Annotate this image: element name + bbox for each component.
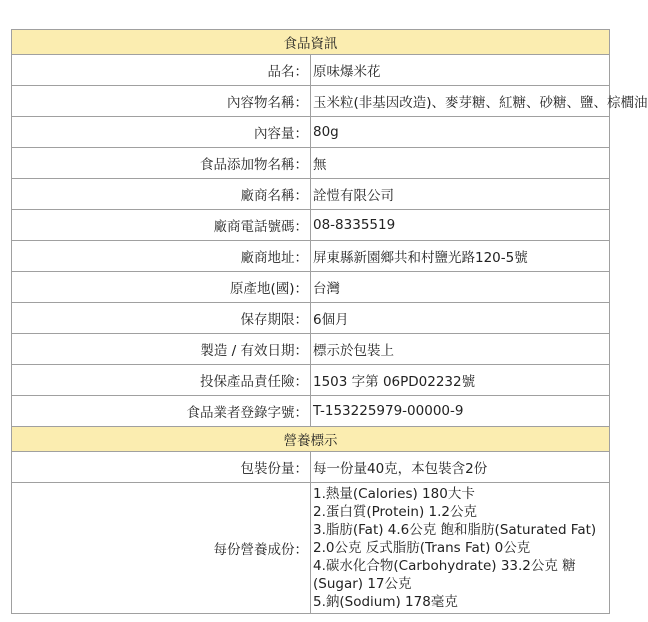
- address-value: 屏東縣新園鄉共和村鹽光路120-5號: [311, 241, 610, 272]
- net-weight-label: 內容量：: [12, 117, 311, 148]
- info-row-product-name: [12, 55, 610, 86]
- manufacturer-value: 詮愷有限公司: [311, 179, 610, 210]
- info-row-net-weight: [12, 117, 610, 148]
- phone-value: 08-8335519: [311, 210, 610, 241]
- nutrition-row-per-serving: [12, 483, 610, 614]
- registration-value: T-153225979-00000-9: [311, 396, 610, 427]
- per-serving-values: [311, 483, 610, 614]
- nutrition-calories: 1.熱量(Calories) 180大卡: [313, 486, 475, 502]
- serving-size-value: 每一份量40克，本包裝含2份: [311, 452, 610, 483]
- info-row-registration: [12, 396, 610, 427]
- additives-label: 食品添加物名稱：: [12, 148, 311, 179]
- food-info-header: 食品資訊: [12, 30, 610, 55]
- insurance-label: 投保產品責任險：: [12, 365, 311, 396]
- shelf-life-value: 6個月: [311, 303, 610, 334]
- additives-value: 無: [311, 148, 610, 179]
- net-weight-value: 80g: [311, 117, 610, 148]
- registration-label: 食品業者登錄字號：: [12, 396, 311, 427]
- nutrition-row-serving: [12, 452, 610, 483]
- ingredients-label: 內容物名稱：: [12, 86, 311, 117]
- info-row-dates: [12, 334, 610, 365]
- info-row-additives: [12, 148, 610, 179]
- per-serving-label: 每份營養成份：: [12, 483, 311, 614]
- info-row-insurance: [12, 365, 610, 396]
- address-label: 廠商地址：: [12, 241, 311, 272]
- nutrition-sodium: 5.鈉(Sodium) 178毫克: [313, 594, 458, 610]
- product-name-value: 原味爆米花: [311, 55, 610, 86]
- nutrition-protein: 2.蛋白質(Protein) 1.2公克: [313, 504, 477, 520]
- origin-value: 台灣: [311, 272, 610, 303]
- phone-label: 廠商電話號碼：: [12, 210, 311, 241]
- product-info-table: [11, 29, 648, 614]
- info-row-address: [12, 241, 610, 272]
- dates-value: 標示於包裝上: [311, 334, 610, 365]
- serving-size-label: 包裝份量：: [12, 452, 311, 483]
- info-row-ingredients: [12, 86, 610, 117]
- product-name-label: 品名：: [12, 55, 311, 86]
- ingredients-value: 玉米粒(非基因改造)、麥芽糖、紅糖、砂糖、鹽、棕櫚油: [311, 86, 610, 117]
- dates-label: 製造 / 有效日期：: [12, 334, 311, 365]
- nutrition-carbohydrate: 4.碳水化合物(Carbohydrate) 33.2公克 糖(Sugar) 17公克: [313, 558, 576, 592]
- info-row-manufacturer: [12, 179, 610, 210]
- info-row-phone: [12, 210, 610, 241]
- info-row-shelf-life: [12, 303, 610, 334]
- manufacturer-label: 廠商名稱：: [12, 179, 311, 210]
- insurance-value: 1503 字第 06PD02232號: [311, 365, 610, 396]
- origin-label: 原產地(國)：: [12, 272, 311, 303]
- nutrition-header: 營養標示: [12, 427, 610, 452]
- nutrition-fat: 3.脂肪(Fat) 4.6公克 飽和脂肪(Saturated Fat) 2.0公克 反式脂肪(Trans Fat) 0公克: [313, 522, 597, 556]
- shelf-life-label: 保存期限：: [12, 303, 311, 334]
- info-row-origin: [12, 272, 610, 303]
